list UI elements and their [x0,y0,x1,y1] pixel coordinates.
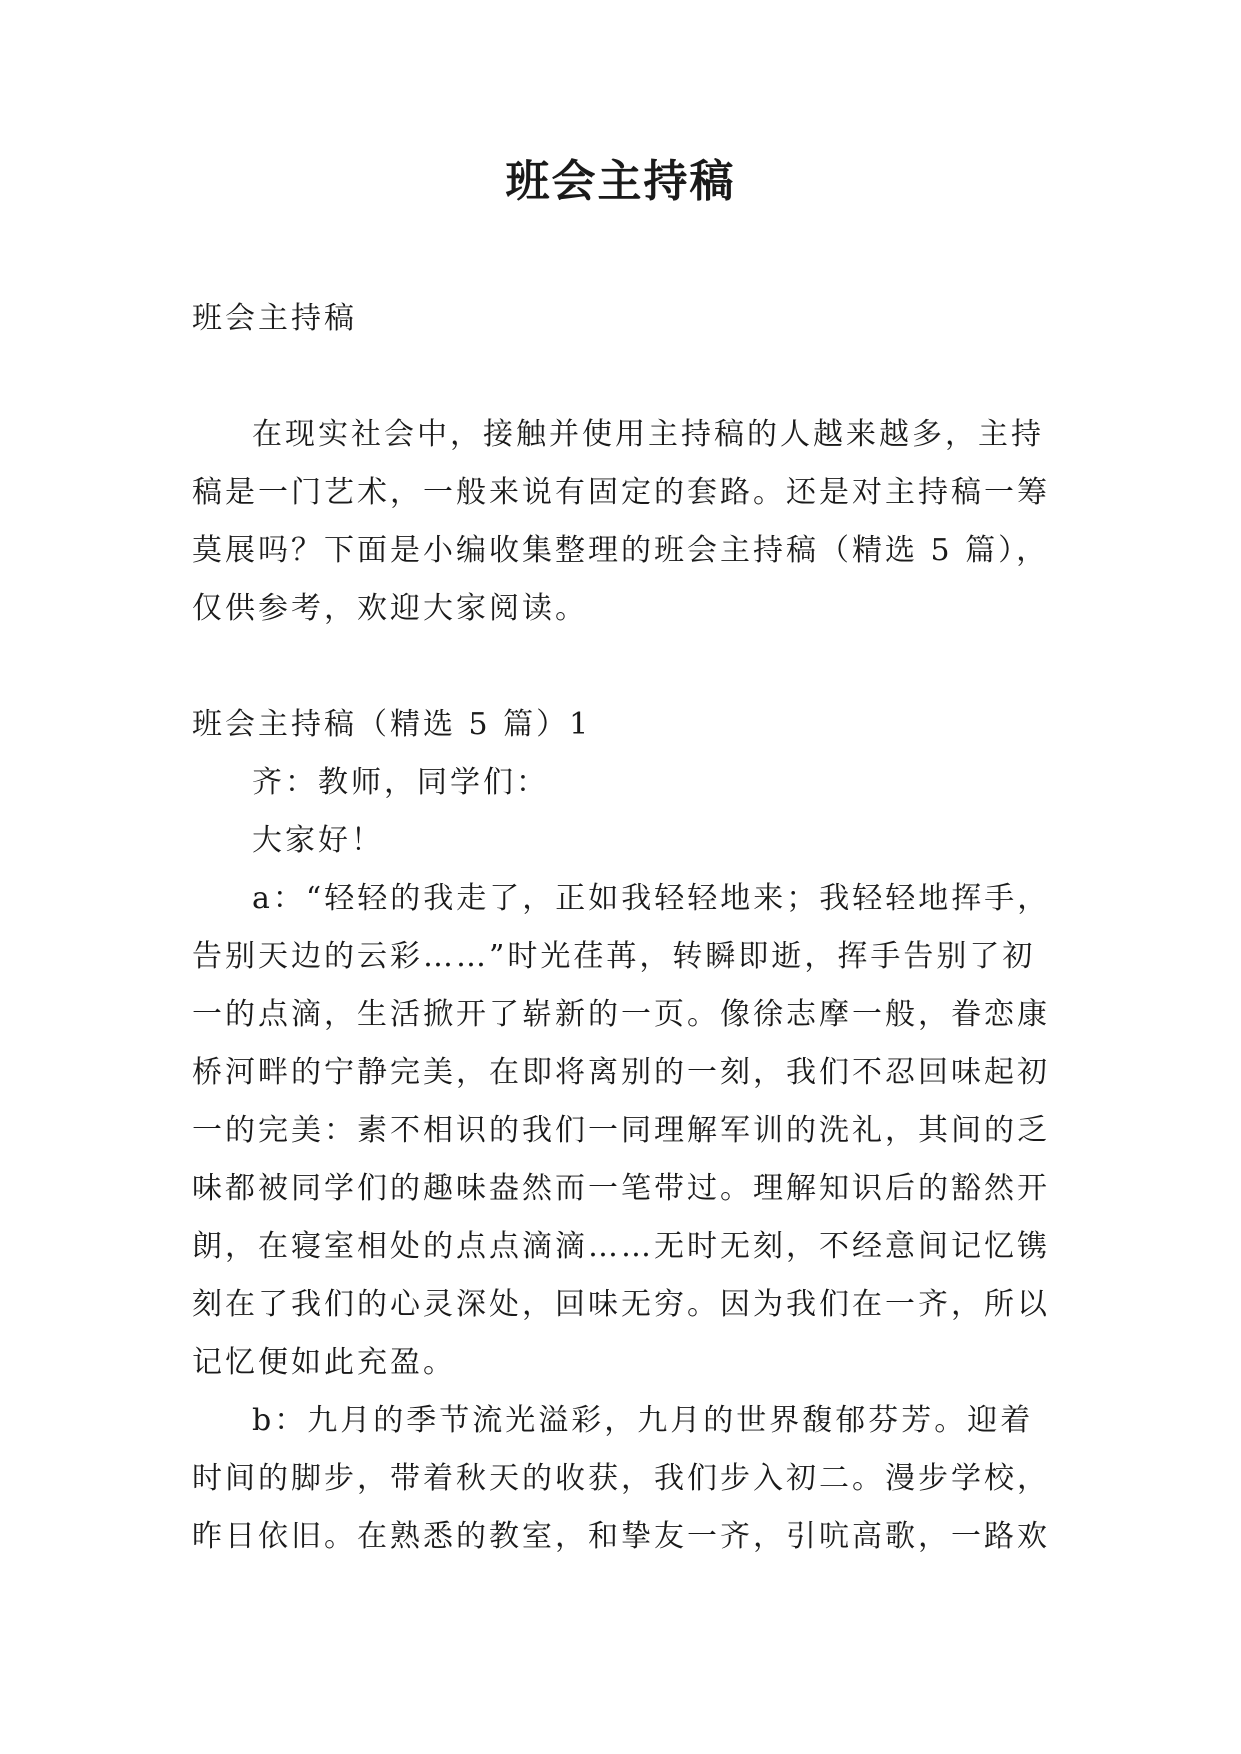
body-paragraph: a：“轻轻的我走了，正如我轻轻地来；我轻轻地挥手，告别天边的云彩……”时光荏苒，转瞬即逝，挥手告别了初一的点滴，生活掀开了崭新的一页。像徐志摩一般，眷恋康桥河畔的宁静完美，在即将离别的一刻，我们不忍回味起初一的完美：素不相识的我们一同理解军训的洗礼，其间的乏味都被同学们的趣味盎然而一笔带过。理解知识后的豁然开朗，在寝室相处的点点滴滴……无时无刻，不经意间记忆镌刻在了我们的心灵深处，回味无穷。因为我们在一齐，所以记忆便如此充盈。 [192,881,1051,1380]
document-title: 班会主持稿 [505,156,736,207]
section-heading: 班会主持稿（精选 5 篇）1 [192,707,592,742]
body-paragraph: b：九月的季节流光溢彩，九月的世界馥郁芬芳。迎着时间的脚步，带着秋天的收获，我们步入初二。漫步学校，昨日依旧。在熟悉的教室，和挚友一齐，引吭高歌，一路欢 [192,1403,1050,1554]
body-paragraph: 大家好！ [252,823,384,858]
intro-paragraph: 在现实社会中，接触并使用主持稿的人越来越多，主持稿是一门艺术，一般来说有固定的套路。还是对主持稿一筹莫展吗？下面是小编收集整理的班会主持稿（精选 5 篇），仅供参考，欢迎大家阅读。 [192,417,1050,626]
document-subtitle: 班会主持稿 [192,301,357,336]
body-paragraph: 齐：教师，同学们： [252,765,549,800]
document-body [192,290,1052,1566]
